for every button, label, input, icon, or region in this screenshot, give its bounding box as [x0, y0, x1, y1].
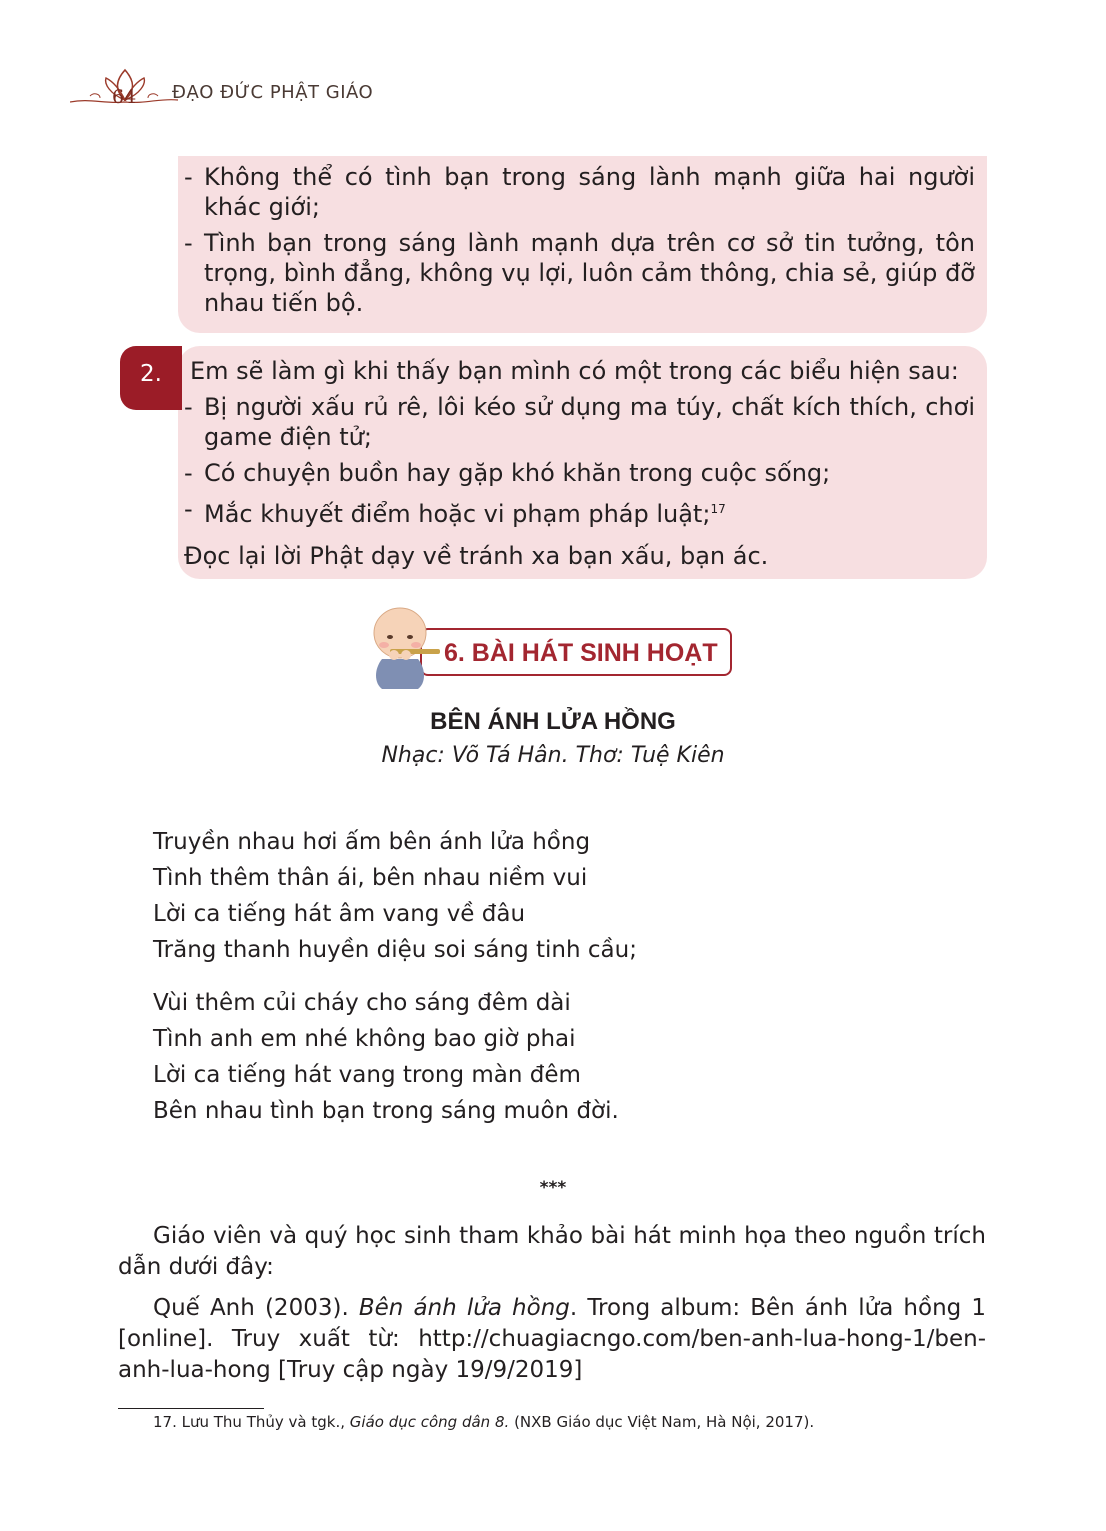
list-item: - Tình bạn trong sáng lành mạnh dựa trên cơ sở tin tưởng, tôn trọng, bình đẳng, không vụ lợi, luôn cảm thông, chia sẻ, giúp đỡ nhau tiến bộ.	[184, 229, 975, 317]
song-verse-1	[153, 824, 637, 968]
running-title: ĐẠO ĐỨC PHẬT GIÁO	[172, 82, 374, 103]
page-number: 64	[112, 86, 137, 108]
question-box	[178, 346, 987, 579]
list-item: - Bị người xấu rủ rê, lôi kéo sử dụng ma túy, chất kích thích, chơi game điện tử;	[184, 393, 975, 451]
statement-box	[178, 156, 987, 333]
section-title: 6. BÀI HÁT SINH HOẠT	[444, 639, 718, 667]
question-number-badge: 2.	[120, 346, 182, 410]
list-item: - Không thể có tình bạn trong sáng lành mạnh giữa hai người khác giới;	[184, 163, 975, 221]
list-item: - Có chuyện buồn hay gặp khó khăn trong cuộc sống;	[184, 459, 831, 487]
song-credit: Nhạc: Võ Tá Hân. Thơ: Tuệ Kiên	[381, 743, 725, 768]
lyric-line: Trăng thanh huyền diệu soi sáng tinh cầu;	[153, 937, 637, 963]
lyric-line: Bên nhau tình bạn trong sáng muôn đời.	[153, 1098, 619, 1124]
reference-citation: Quế Anh (2003). Bên ánh lửa hồng. Trong album: Bên ánh lửa hồng 1 [online]. Truy xuất từ: http://chuagiacngo.com/ben-anh-lua-hong-1/ben-anh-lua-hong [Truy cập ngày 19/9/2019]	[118, 1295, 986, 1383]
footnote-divider	[118, 1408, 264, 1409]
section-heading	[360, 603, 740, 693]
lyric-line: Lời ca tiếng hát âm vang về đâu	[153, 901, 526, 927]
footnote: 17. Lưu Thu Thủy và tgk., Giáo dục công dân 8. (NXB Giáo dục Việt Nam, Hà Nội, 2017).	[153, 1413, 815, 1431]
song-title: BÊN ÁNH LỬA HỒNG	[430, 708, 676, 735]
list-item: - Mắc khuyết điểm hoặc vi phạm pháp luật;$^{17}$	[184, 495, 726, 528]
song-verse-2	[153, 985, 619, 1129]
monk-mascot-icon	[360, 603, 440, 693]
lyric-line: Tình anh em nhé không bao giờ phai	[153, 1026, 576, 1052]
question-closing: Đọc lại lời Phật dạy về tránh xa bạn xấu, bạn ác.	[184, 542, 769, 570]
reference-intro: Giáo viên và quý học sinh tham khảo bài hát minh họa theo nguồn trích dẫn dưới đây:	[118, 1223, 986, 1280]
lyric-line: Tình thêm thân ái, bên nhau niềm vui	[153, 865, 588, 891]
reference-work-title: Bên ánh lửa hồng	[358, 1295, 570, 1321]
lyric-line: Vùi thêm củi cháy cho sáng đêm dài	[153, 990, 571, 1016]
page-header	[70, 64, 390, 114]
separator: ***	[539, 1178, 567, 1198]
lyric-line: Truyền nhau hơi ấm bên ánh lửa hồng	[153, 829, 591, 855]
footnote-ref: 17	[710, 502, 726, 516]
lyric-line: Lời ca tiếng hát vang trong màn đêm	[153, 1062, 581, 1088]
question-prompt: Em sẽ làm gì khi thấy bạn mình có một trong các biểu hiện sau:	[190, 357, 959, 385]
